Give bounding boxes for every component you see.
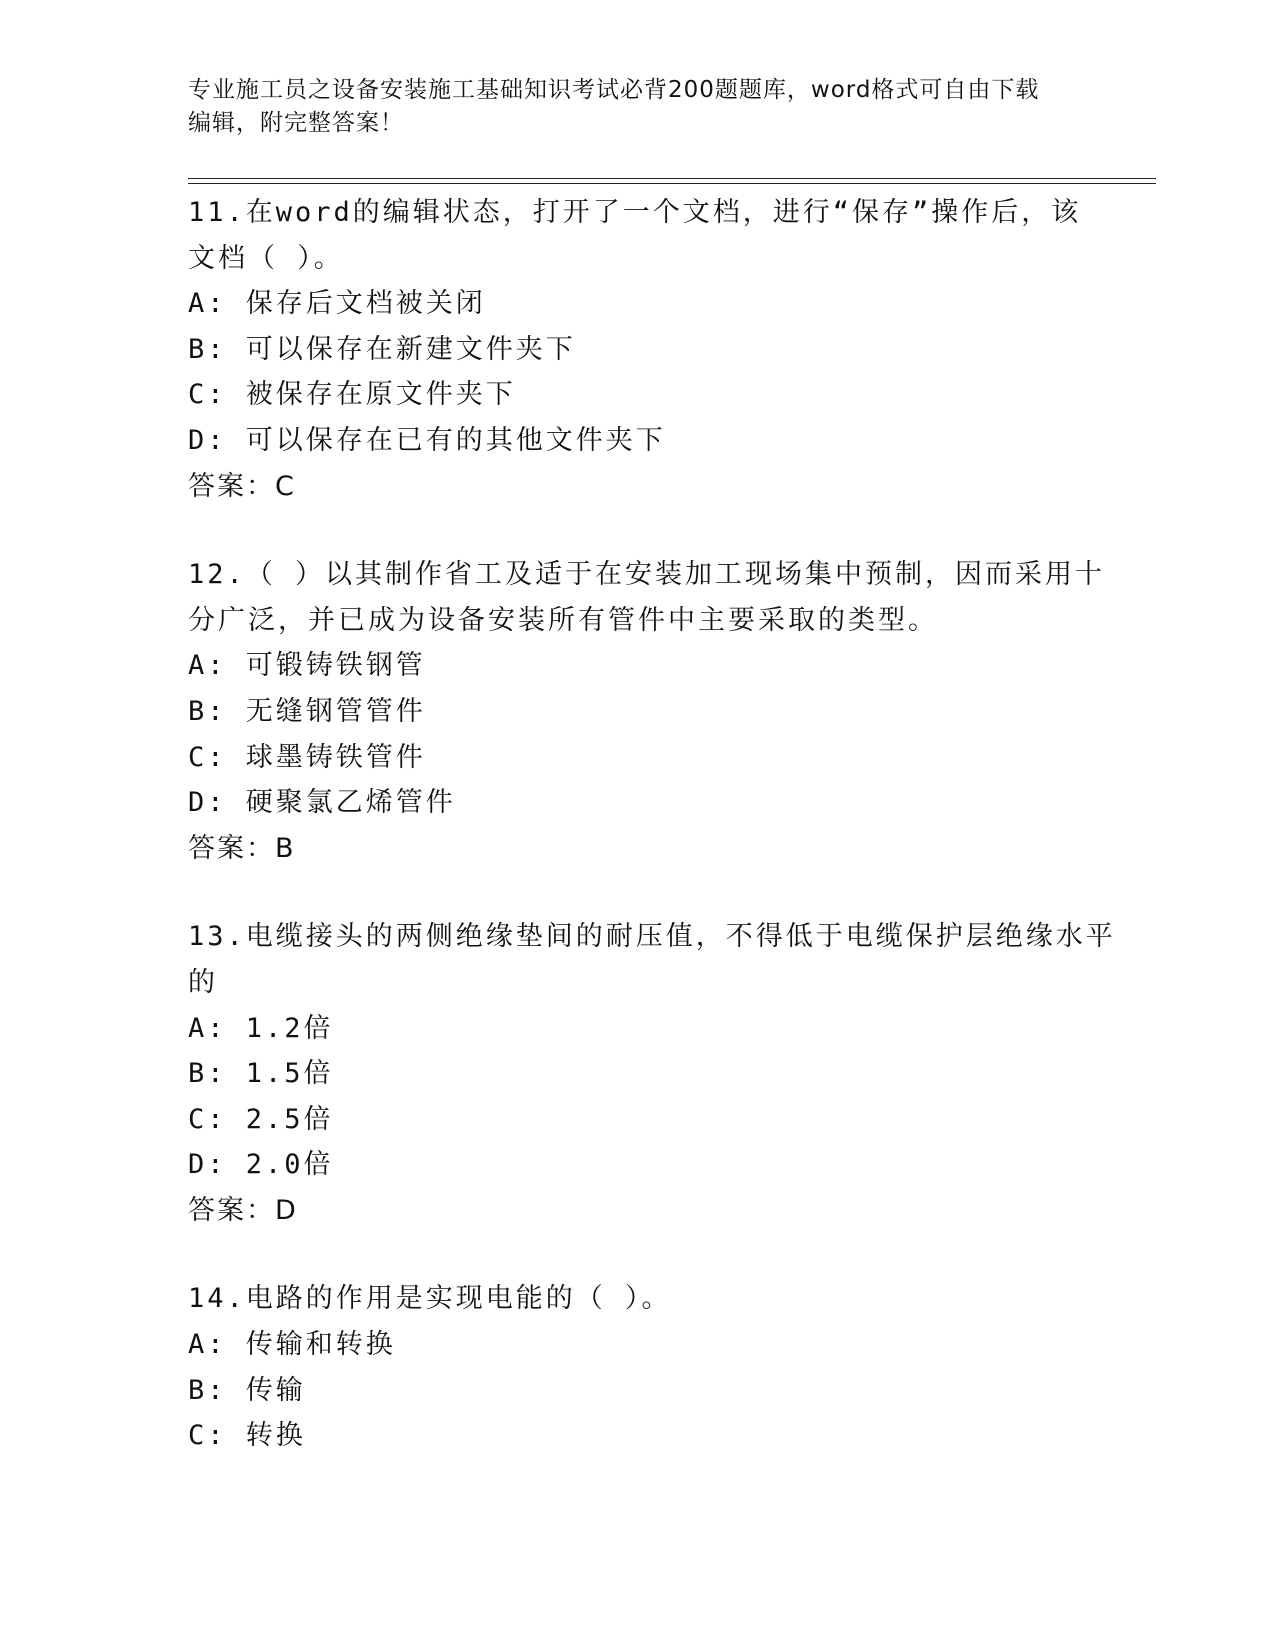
header-divider-bottom — [188, 183, 1156, 184]
option-text: 硬聚氯乙烯管件 — [245, 787, 456, 819]
question-list — [188, 190, 1116, 1502]
option-row — [188, 780, 1088, 826]
option-text: 1.2倍 — [245, 1012, 334, 1044]
option-row — [188, 1006, 1088, 1052]
option-row — [188, 1368, 1088, 1414]
option-row — [188, 281, 1088, 327]
option-row — [188, 689, 1088, 735]
option-row — [188, 1051, 1088, 1097]
option-label: B: — [188, 333, 227, 365]
option-label: A: — [188, 288, 227, 320]
header-divider-top — [188, 178, 1156, 179]
option-text: 2.0倍 — [245, 1149, 334, 1181]
option-row — [188, 1322, 1088, 1368]
option-label: B: — [188, 1058, 227, 1090]
option-text: 保存后文档被关闭 — [245, 288, 486, 320]
option-row — [188, 643, 1088, 689]
header-line-2: 编辑，附完整答案！ — [188, 110, 404, 136]
option-row — [188, 735, 1088, 781]
option-label: D: — [188, 1149, 227, 1181]
question-stem-line: 分广泛，并已成为设备安装所有管件中主要采取的类型。 — [188, 604, 938, 636]
option-label: A: — [188, 1012, 227, 1044]
option-label: C: — [188, 379, 227, 411]
option-text: 传输 — [245, 1374, 306, 1406]
question-stem-line: 11.在word的编辑状态，打开了一个文档，进行“保存”操作后，该 — [188, 197, 1082, 228]
option-row — [188, 1097, 1088, 1143]
option-text: 2.5倍 — [245, 1103, 334, 1135]
option-row — [188, 1142, 1088, 1188]
answer-line: 答案：C — [188, 470, 296, 502]
option-label: C: — [188, 1420, 227, 1452]
option-label: C: — [188, 1103, 227, 1135]
option-label: A: — [188, 1329, 227, 1361]
option-text: 转换 — [245, 1420, 306, 1452]
option-text: 1.5倍 — [245, 1058, 334, 1090]
option-row — [188, 372, 1088, 418]
document-header — [188, 74, 1088, 140]
answer-line: 答案：B — [188, 832, 296, 864]
option-text: 传输和转换 — [245, 1329, 396, 1361]
question-stem-line: 的 — [188, 966, 218, 998]
option-row — [188, 1413, 1088, 1459]
option-text: 可锻铸铁钢管 — [245, 650, 426, 682]
option-text: 无缝钢管管件 — [245, 695, 426, 727]
question-block — [188, 914, 1116, 1233]
option-label: D: — [188, 424, 227, 456]
option-text: 球墨铸铁管件 — [245, 741, 426, 773]
header-line-1: 专业施工员之设备安装施工基础知识考试必背200题题库，word格式可自由下载 — [188, 77, 1040, 103]
question-stem-line: 14.电路的作用是实现电能的（ ）。 — [188, 1283, 672, 1315]
option-label: B: — [188, 1374, 227, 1406]
question-stem-line: 12.（ ）以其制作省工及适于在安装加工现场集中预制，因而采用十 — [188, 559, 1106, 591]
option-text: 可以保存在已有的其他文件夹下 — [245, 424, 666, 456]
option-label: A: — [188, 650, 227, 682]
question-stem-line: 13.电缆接头的两侧绝缘垫间的耐压值，不得低于电缆保护层绝缘水平 — [188, 921, 1116, 953]
option-row — [188, 327, 1088, 373]
question-stem-line: 文档（ ）。 — [188, 242, 344, 274]
question-block — [188, 190, 1088, 509]
option-text: 可以保存在新建文件夹下 — [245, 333, 576, 365]
option-row — [188, 418, 1088, 464]
option-label: B: — [188, 695, 227, 727]
question-block — [188, 1276, 1088, 1458]
answer-line: 答案：D — [188, 1194, 298, 1226]
option-label: C: — [188, 741, 227, 773]
option-text: 被保存在原文件夹下 — [245, 379, 516, 411]
option-label: D: — [188, 787, 227, 819]
question-block — [188, 552, 1106, 871]
